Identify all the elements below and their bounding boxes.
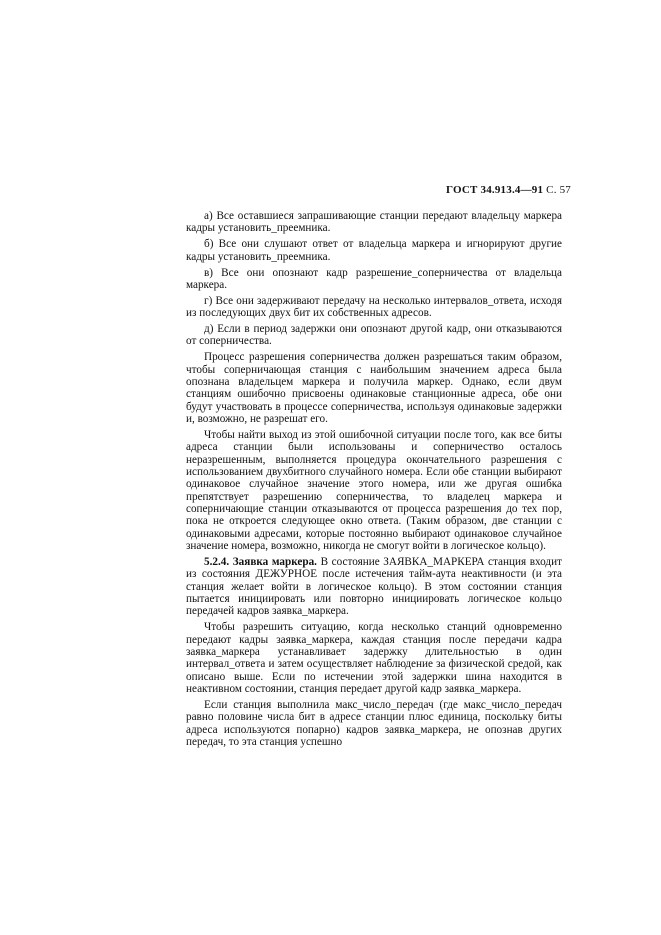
body-paragraph: Если станция выполнила макс_число_передач (где макс_число_передач равно половине числа бит в адресе станции плюс единица, поскольку биты адреса используются попарно) кадров заявка_маркера, не опознав других передач, то эта станция успешно bbox=[186, 699, 562, 749]
list-item-e: д) Если в период задержки они опознают другой кадр, они отказываются от соперничества. bbox=[186, 323, 562, 348]
document-body bbox=[186, 210, 562, 752]
body-paragraph: Процесс разрешения соперничества должен разрешаться таким образом, чтобы соперничающая станция с наибольшим значением адреса была опознана владельцем маркера и получила маркер. Однако, если двум станциям ошибочно присвоены одинаковые станционные адреса, обе они будут участвовать в процессе соперничества, используя одинаковые задержки и, возможно, не разрешат его. bbox=[186, 351, 562, 426]
list-item-c: в) Все они опознают кадр разрешение_соперничества от владельца маркера. bbox=[186, 266, 562, 291]
standard-number: ГОСТ 34.913.4—91 bbox=[446, 184, 544, 196]
list-item-a: а) Все оставшиеся запрашивающие станции передают владельцу маркера кадры установить_преемника. bbox=[186, 210, 562, 235]
body-paragraph: Чтобы найти выход из этой ошибочной ситуации после того, как все биты адреса станции были использованы и соперничество осталось неразрешенным, выполняется процедура окончательного разрешения с использованием двухбитного случайного номера. Если обе станции выбирают одинаковое случайное значение этого номера, или же другая ошибка препятствует разрешению соперничества, то владелец маркера и соперничающие станции отказываются от процесса разрешения до тех пор, пока не откроется следующее окно ответа. (Таким образом, две станции с одинаковыми адресами, которые постоянно выбирают одинаковое случайное значение номера, возможно, никогда не смогут войти в логическое кольцо). bbox=[186, 429, 562, 553]
section-heading: 5.2.4. Заявка маркера. bbox=[204, 556, 317, 569]
section-paragraph-5-2-4: 5.2.4. Заявка маркера. В состояние ЗАЯВКА_МАРКЕРА станция входит из состояния ДЕЖУРНОЕ после истечения тайм-аута неактивности (и эта станция желает войти в логическое кольцо). В этом состоянии станция пытается инициировать или повторно инициировать логическое кольцо передачей кадров заявка_маркера. bbox=[186, 556, 562, 618]
body-paragraph: Чтобы разрешить ситуацию, когда несколько станций одновременно передают кадры заявка_маркера, каждая станция после передачи кадра заявка_маркера устанавливает задержку длительностью в один интервал_ответа и затем осуществляет наблюдение за физической средой, как описано выше. Если по истечении этой задержки шина находится в неактивном состоянии, станция передает другой кадр заявка_маркера. bbox=[186, 621, 562, 696]
page-number: С. 57 bbox=[546, 184, 571, 196]
list-item-b: б) Все они слушают ответ от владельца маркера и игнорируют другие кадры установить_преемника. bbox=[186, 238, 562, 263]
page-header bbox=[446, 184, 571, 196]
list-item-d: г) Все они задерживают передачу на несколько интервалов_ответа, исходя из последующих двух бит их собственных адресов. bbox=[186, 294, 562, 320]
